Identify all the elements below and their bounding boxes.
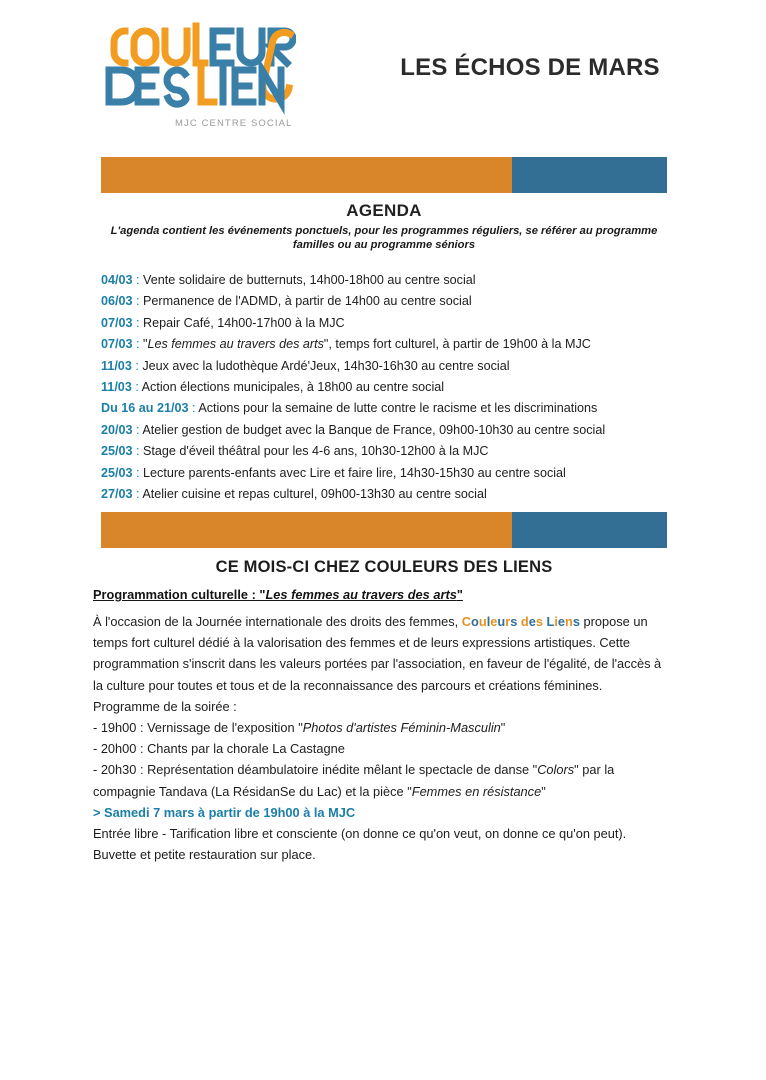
logo-mark [101, 18, 296, 118]
agenda-item [101, 313, 701, 334]
programme-line: - 20h00 : Chants par la chorale La Castagne [93, 741, 345, 757]
agenda-item-separator: : [132, 465, 144, 480]
agenda-item-text: Action élections municipales, à 18h00 au centre social [141, 380, 445, 395]
banner-segment-orange [101, 512, 512, 548]
agenda-item-date: 06/03 [101, 294, 133, 309]
agenda-item-date: Du 16 au 21/03 [101, 401, 189, 416]
agenda-item-text: Atelier cuisine et repas culturel, 09h00-13h30 au centre social [142, 487, 487, 502]
agenda-item-separator: : [132, 294, 144, 309]
agenda-subtitle: L'agenda contient les événements ponctuels, pour les programmes réguliers, se référer au programme familles ou au programme séniors [110, 225, 658, 252]
agenda-item [101, 463, 701, 484]
agenda-item [101, 334, 701, 355]
agenda-item-date: 11/03 [101, 380, 132, 395]
programme-line-emphasis: Femmes en résistance [411, 783, 542, 799]
agenda-item-text: Stage d'éveil théâtral pour les 4-6 ans, 10h30-12h00 à la MJC [143, 444, 489, 459]
agenda-item-text: Atelier gestion de budget avec la Banque de France, 09h00-10h30 au centre social [142, 422, 606, 437]
agenda-item [101, 356, 701, 377]
programme-label: Programme de la soirée : [93, 698, 237, 714]
programme-line-emphasis: Photos d'artistes Féminin-Masculin [302, 720, 501, 736]
agenda-item-separator: : [188, 401, 199, 416]
agenda-item-text: Jeux avec la ludothèque Ardé'Jeux, 14h30-16h30 au centre social [142, 358, 510, 373]
agenda-item-date: 11/03 [101, 358, 132, 373]
agenda-item-separator: : [131, 380, 142, 395]
programme-line-emphasis: Colors [537, 762, 575, 778]
agenda-item-emphasis: Les femmes au travers des arts [147, 337, 324, 352]
agenda-item [101, 484, 701, 505]
agenda-list [101, 270, 701, 505]
organization-logo [101, 18, 296, 136]
agenda-item-date: 04/03 [101, 273, 133, 287]
programming-heading-end: " [456, 587, 463, 602]
agenda-title: AGENDA [346, 201, 422, 220]
brand-name: Couleurs des Liens [461, 614, 580, 629]
closing-line-1: Entrée libre - Tarification libre et consciente (on donne ce qu'on veut, on donne ce qu'on peut). [93, 826, 627, 842]
agenda-item [101, 398, 701, 419]
agenda-item-separator: : [132, 273, 144, 287]
agenda-item-separator: : [132, 444, 144, 459]
agenda-item-date: 27/03 [101, 487, 133, 502]
programme-line: - 20h30 : Représentation déambulatoire inédite mêlant le spectacle de danse "Colors" par la compagnie Tandava (La RésidanSe du Lac) et la pièce "Femmes en résistance" [93, 762, 615, 799]
agenda-item-date: 25/03 [101, 444, 133, 459]
agenda-item-separator: : [132, 422, 143, 437]
banner-segment-orange [101, 157, 512, 193]
agenda-item [101, 441, 701, 462]
agenda-item-date: 20/03 [101, 422, 133, 437]
agenda-item-separator: : [132, 315, 144, 330]
agenda-item-date: 07/03 [101, 315, 133, 330]
agenda-item-date: 07/03 [101, 337, 133, 352]
agenda-item-separator: : [132, 487, 143, 502]
month-section-body [93, 611, 668, 865]
month-banner [101, 512, 667, 548]
agenda-item-text: Lecture parents-enfants avec Lire et faire lire, 14h30-15h30 au centre social [143, 465, 566, 480]
event-highlight-line: > Samedi 7 mars à partir de 19h00 à la MJC [93, 804, 356, 820]
page-title: LES ÉCHOS DE MARS [400, 54, 660, 81]
banner-segment-blue [512, 157, 667, 193]
banner-segment-blue [512, 512, 667, 548]
programming-heading-label: Programmation culturelle : " [93, 587, 266, 602]
agenda-item [101, 291, 701, 312]
agenda-item-text: "Les femmes au travers des arts", temps fort culturel, à partir de 19h00 à la MJC [143, 337, 591, 352]
agenda-item-date: 25/03 [101, 465, 133, 480]
agenda-item [101, 420, 701, 441]
programming-heading [93, 587, 463, 602]
agenda-item-text: Vente solidaire de butternuts, 14h00-18h00 au centre social [143, 273, 476, 287]
agenda-item [101, 377, 701, 398]
document-header [0, 0, 766, 150]
agenda-item-text: Repair Café, 14h00-17h00 à la MJC [143, 315, 345, 330]
agenda-item-text: Actions pour la semaine de lutte contre le racisme et les discriminations [198, 401, 598, 416]
intro-paragraph: À l'occasion de la Journée internationale des droits des femmes, Couleurs des Liens propose un temps fort culturel dédié à la valorisation des femmes et de leurs expressions artistiques. Cette programmation s'inscrit dans les valeurs portées par l'association, en faveur de l'égalité, de l'accès à la culture pour toutes et tous et de la reconnaissance des parcours et créations féminines. [93, 614, 662, 693]
agenda-item-separator: : [131, 358, 143, 373]
logo-tagline: MJC CENTRE SOCIAL [175, 118, 293, 129]
programming-heading-title: Les femmes au travers des arts [265, 587, 457, 602]
agenda-item [101, 270, 701, 291]
agenda-item-text: Permanence de l'ADMD, à partir de 14h00 au centre social [143, 294, 472, 309]
month-section-title: CE MOIS-CI CHEZ COULEURS DES LIENS [215, 558, 553, 576]
programme-line: - 19h00 : Vernissage de l'exposition "Photos d'artistes Féminin-Masculin" [93, 720, 506, 736]
agenda-header-block [101, 201, 667, 253]
agenda-banner [101, 157, 667, 193]
agenda-item-separator: : [132, 337, 144, 352]
closing-line-2: Buvette et petite restauration sur place. [93, 847, 316, 863]
